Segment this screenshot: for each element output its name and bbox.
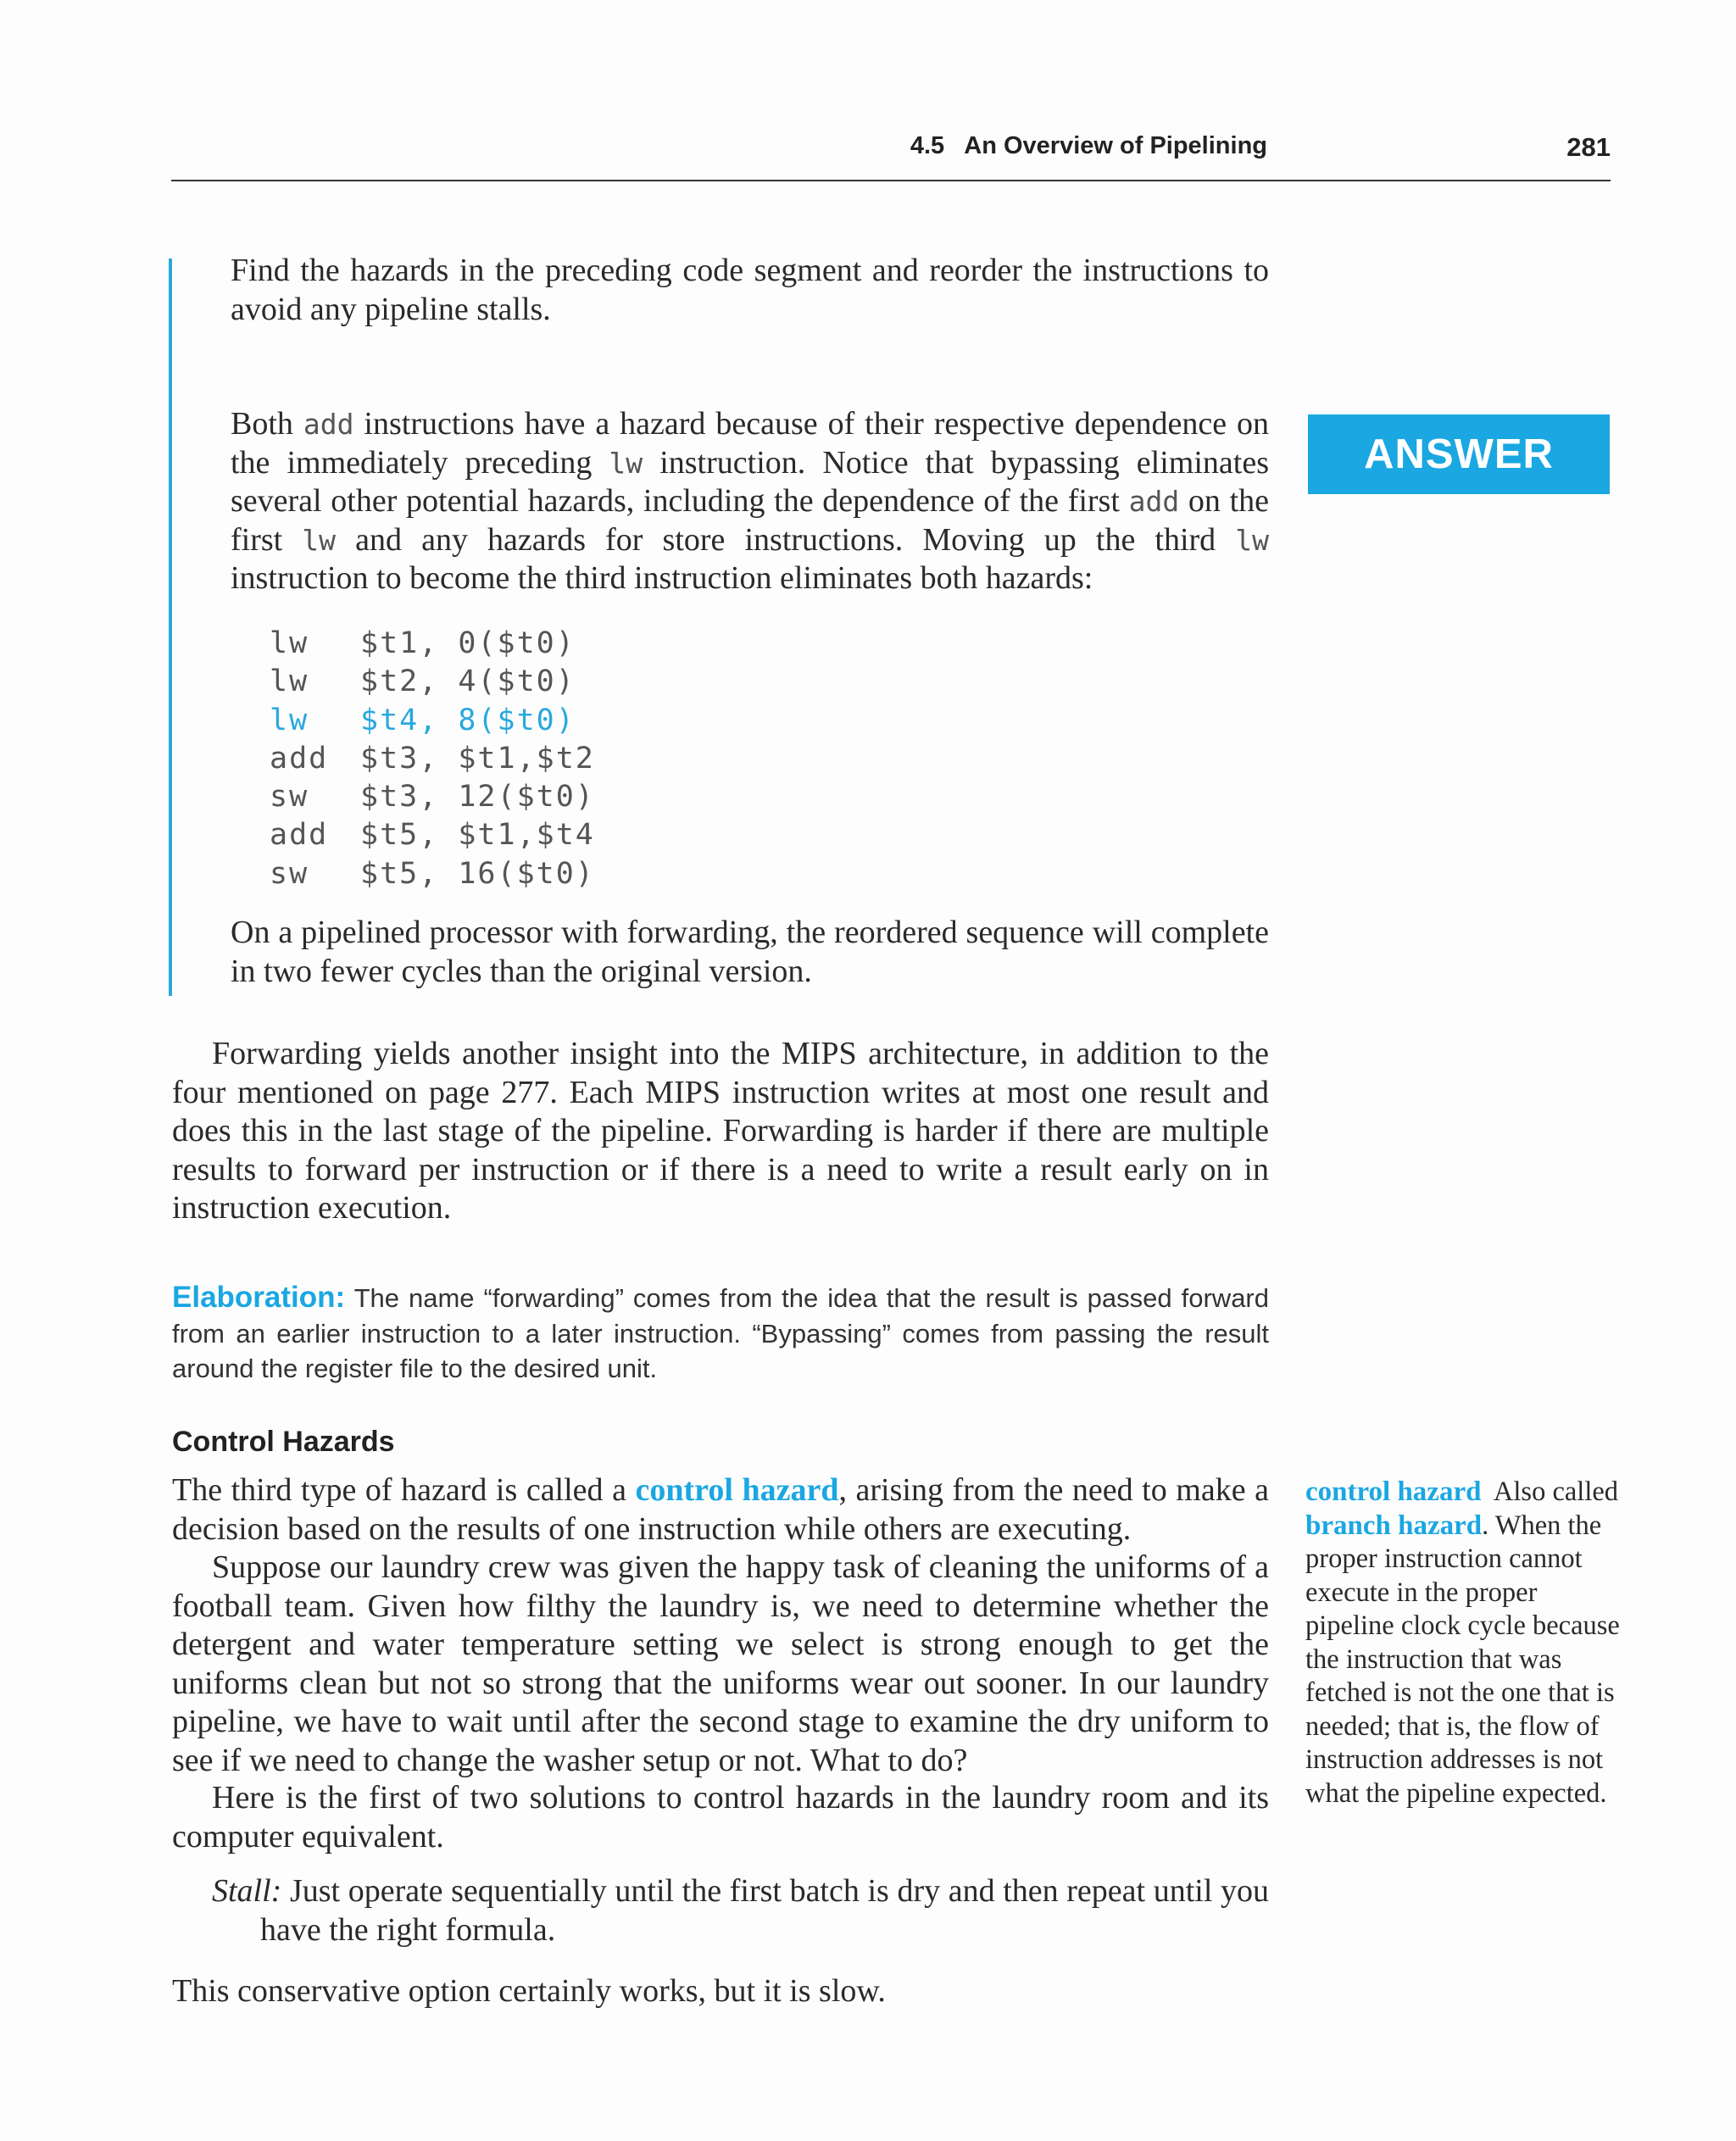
code-lw: lw	[302, 523, 337, 557]
elaboration-label: Elaboration:	[172, 1281, 346, 1314]
elaboration: Elaboration: The name “forwarding” comes from the idea that the result is passed forward from an earlier instruction to a later instruction. “Bypassing” comes from passing the result around the register file to the desired unit.	[172, 1281, 1269, 1383]
code-lw: lw	[609, 446, 643, 480]
code-add: add	[1128, 485, 1180, 518]
margin-term: control hazard	[1305, 1476, 1482, 1507]
code-line-highlighted: lw $t4, 8($t0)	[270, 703, 576, 737]
margin-definition: control hazard Also called branch hazard. When the proper instruction cannot execute in the proper pipeline clock cycle because the instruction that was fetched is not the one that is needed; that is, the flow of instruction addresses is not what the pipeline expected.	[1305, 1476, 1626, 1809]
margin-term-branch: branch hazard	[1305, 1510, 1483, 1541]
control-hazard-paragraph: The third type of hazard is called a control hazard, arising from the need to make a decision based on the results of one instruction while others are executing.	[172, 1472, 1269, 1547]
code-line: sw $t3, 12($t0)	[270, 780, 595, 815]
code-line: sw $t5, 16($t0)	[270, 856, 595, 891]
code-lw: lw	[1235, 523, 1269, 557]
solutions-paragraph: Here is the first of two solutions to control hazards in the laundry room and its computer equivalent.	[172, 1780, 1269, 1855]
stall-item: Stall: Just operate sequentially until the first batch is dry and then repeat until you have the right formula.	[212, 1873, 1269, 1948]
section-title: 4.5 An Overview of Pipelining	[910, 132, 1267, 159]
example-side-bar	[169, 259, 172, 996]
term-control-hazard: control hazard	[635, 1472, 839, 1508]
code-listing	[270, 625, 595, 893]
answer-paragraph: Both add instructions have a hazard because of their respective dependence on the immediately preceding lw instruction. Notice that bypassing eliminates several other potential hazards, including the dependence of the first add on the first lw and any hazards for store instructions. Moving up the third lw instruction to become the third instruction eliminates both hazards:	[231, 406, 1270, 596]
example-question: Find the hazards in the preceding code segment and reorder the instructions to avoid any pipeline stalls.	[231, 253, 1269, 327]
code-line: lw $t2, 4($t0)	[270, 665, 576, 699]
answer-label: ANSWER	[1308, 414, 1610, 494]
running-header	[171, 129, 1611, 181]
answer-conclusion: On a pipelined processor with forwarding, the reordered sequence will complete in two fewer cycles than the original version.	[231, 915, 1269, 989]
conservative-paragraph: This conservative option certainly works, but it is slow.	[172, 1973, 886, 2009]
page-number: 281	[1566, 132, 1611, 162]
code-line: add $t3, $t1,$t2	[270, 741, 595, 776]
code-add: add	[303, 408, 354, 441]
laundry-paragraph: Suppose our laundry crew was given the happy task of cleaning the uniforms of a football team. Given how filthy the laundry is, we need to determine whether the detergent and water temperature setting we select is strong enough to get the uniforms clean but not so strong that the uniforms wear out sooner. In our laundry pipeline, we have to wait until after the second stage to examine the dry uniform to see if we need to change the washer setup or not. What to do?	[172, 1549, 1269, 1778]
forwarding-paragraph: Forwarding yields another insight into the MIPS architecture, in addition to the four mentioned on page 277. Each MIPS instruction writes at most one result and does this in the last stage of the pipeline. Forwarding is harder if there are multiple results to forward per instruction or if there is a need to write a result early on in instruction execution.	[172, 1036, 1269, 1226]
section-heading: Control Hazards	[172, 1426, 395, 1458]
code-line: add $t5, $t1,$t4	[270, 818, 595, 853]
stall-label: Stall:	[212, 1873, 282, 1909]
code-line: lw $t1, 0($t0)	[270, 626, 576, 660]
